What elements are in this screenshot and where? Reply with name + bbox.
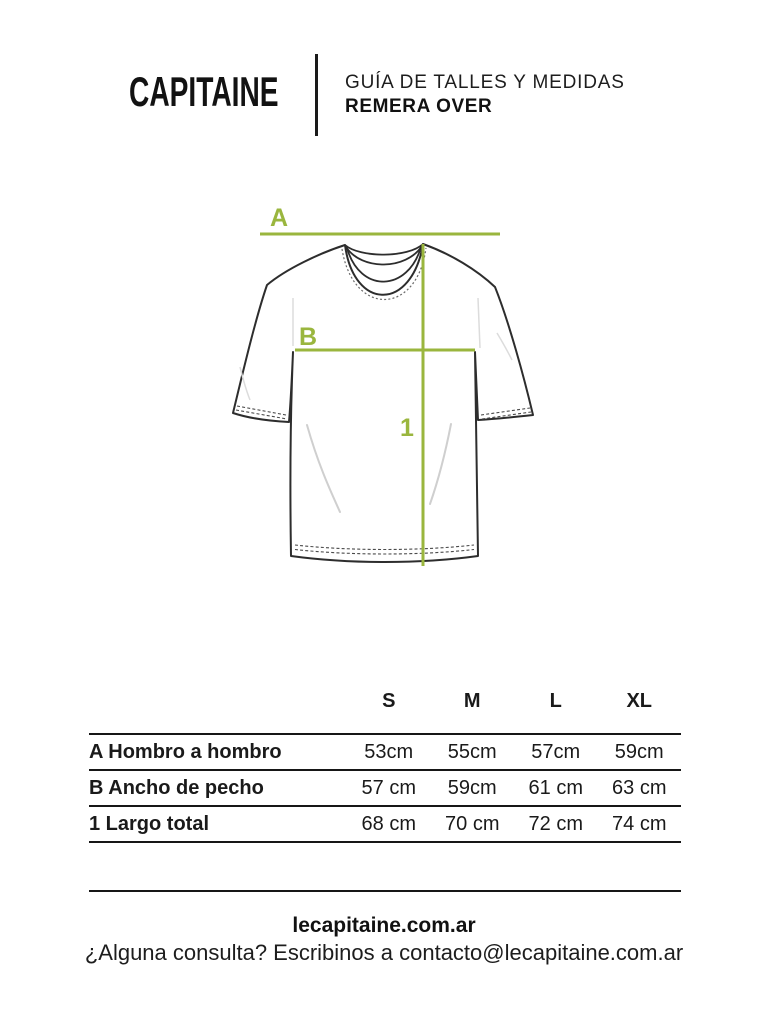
guide-title: GUÍA DE TALLES Y MEDIDAS <box>345 72 625 93</box>
cell-value: 59cm <box>447 776 497 799</box>
collar-back-seam <box>345 244 423 255</box>
size-table-header <box>89 686 681 733</box>
column-header-m: M <box>463 690 481 712</box>
measure-label-a: A <box>270 204 289 232</box>
tshirt-diagram <box>190 170 590 600</box>
column-header-xl: XL <box>626 690 653 712</box>
brand-logo: CAPITAINE <box>129 68 279 115</box>
cell-value: 61 cm <box>528 776 583 799</box>
cell-value: 63 cm <box>612 776 667 799</box>
table-bottom-rule <box>89 841 681 843</box>
cell-value: 68 cm <box>361 812 416 835</box>
website-url: lecapitaine.com.ar <box>292 914 476 937</box>
product-name: REMERA OVER <box>345 96 493 117</box>
table-row <box>89 805 681 841</box>
column-header-l: L <box>549 690 562 712</box>
cell-value: 72 cm <box>528 812 583 835</box>
cell-value: 74 cm <box>612 812 667 835</box>
table-row <box>89 733 681 769</box>
cell-value: 55cm <box>447 740 497 763</box>
page-title <box>345 71 625 119</box>
row-label-chest: B Ancho de pecho <box>89 776 264 799</box>
row-label-shoulder: A Hombro a hombro <box>89 740 282 763</box>
row-label-length: 1 Largo total <box>89 812 210 835</box>
cell-value: 57cm <box>531 740 581 763</box>
measure-label-b: B <box>299 323 318 351</box>
cell-value: 57 cm <box>361 776 416 799</box>
tshirt-outline-icon <box>233 244 533 562</box>
table-row <box>89 769 681 805</box>
cell-value: 59cm <box>614 740 664 763</box>
contact-line: ¿Alguna consulta? Escribinos a contacto@lecapitaine.com.ar <box>84 940 684 965</box>
section-divider-rule <box>89 890 681 892</box>
cell-value: 53cm <box>364 740 414 763</box>
header-divider <box>315 54 318 136</box>
measure-label-1: 1 <box>400 414 414 442</box>
cell-value: 70 cm <box>445 812 500 835</box>
column-header-s: S <box>382 690 396 712</box>
size-table <box>89 686 681 843</box>
